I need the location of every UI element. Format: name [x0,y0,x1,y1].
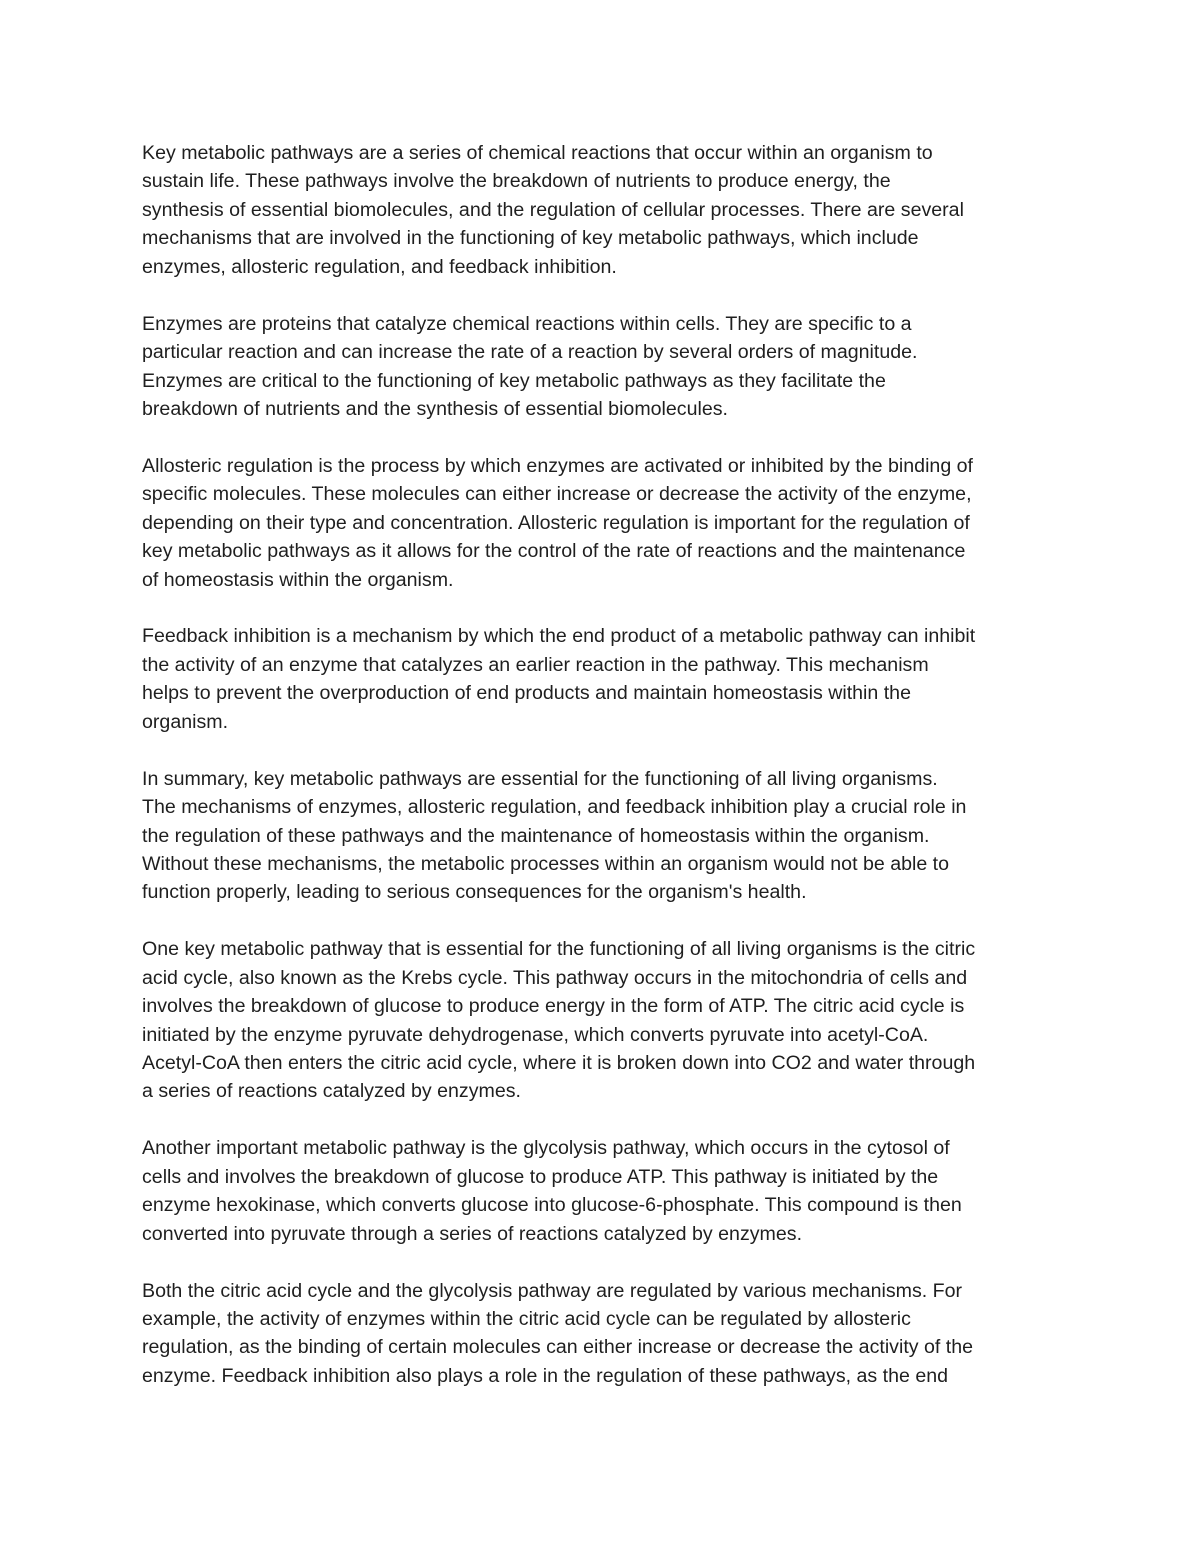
paragraph-line: converted into pyruvate through a series of reactions catalyzed by enzymes. [142,1222,803,1245]
paragraph-line: Acetyl-CoA then enters the citric acid cycle, where it is broken down into CO2 and water through [142,1052,976,1074]
paragraph-line: Both the citric acid cycle and the glycolysis pathway are regulated by various mechanisms. For [142,1279,963,1302]
paragraph [142,139,1072,281]
paragraph-line: cells and involves the breakdown of glucose to produce ATP. This pathway is initiated by the [142,1165,939,1188]
paragraph-line: acid cycle, also known as the Krebs cycle. This pathway occurs in the mitochondria of cells and [142,966,968,989]
paragraph-line: example, the activity of enzymes within the citric acid cycle can be regulated by allosteric [142,1307,911,1330]
paragraph-line: organism. [142,710,229,733]
paragraph-line: a series of reactions catalyzed by enzymes. [142,1080,521,1103]
paragraph-line: enzyme hexokinase, which converts glucose into glucose-6-phosphate. This compound is then [142,1194,962,1217]
paragraph-line: Feedback inhibition is a mechanism by which the end product of a metabolic pathway can inhibit [142,625,976,648]
paragraph-line: Enzymes are proteins that catalyze chemical reactions within cells. They are specific to a [142,312,912,335]
document-body [142,139,1072,1390]
paragraph-line: In summary, key metabolic pathways are essential for the functioning of all living organisms. [142,767,938,790]
paragraph-line: Without these mechanisms, the metabolic processes within an organism would not be able to [142,852,950,875]
paragraph-line: Key metabolic pathways are a series of chemical reactions that occur within an organism to [142,142,933,164]
paragraph [142,935,1072,1106]
paragraph-line: Allosteric regulation is the process by which enzymes are activated or inhibited by the binding of [142,454,974,477]
paragraph-line: key metabolic pathways as it allows for the control of the rate of reactions and the maintenance [142,540,966,563]
paragraph-line: helps to prevent the overproduction of end products and maintain homeostasis within the [142,682,911,705]
paragraph-line: Enzymes are critical to the functioning of key metabolic pathways as they facilitate the [142,369,886,392]
paragraph-line: of homeostasis within the organism. [142,568,454,591]
paragraph-line: One key metabolic pathway that is essential for the functioning of all living organisms is the citric [142,938,976,961]
paragraph [142,1277,1072,1391]
paragraph [142,310,1072,424]
paragraph [142,1134,1072,1248]
paragraph-line: synthesis of essential biomolecules, and the regulation of cellular processes. There are several [142,198,964,221]
paragraph-line: enzyme. Feedback inhibition also plays a role in the regulation of these pathways, as the end [142,1364,949,1387]
paragraph-line: the activity of an enzyme that catalyzes an earlier reaction in the pathway. This mechanism [142,653,929,676]
paragraph-line: mechanisms that are involved in the functioning of key metabolic pathways, which include [142,227,919,250]
paragraph-line: enzymes, allosteric regulation, and feedback inhibition. [142,255,617,278]
paragraph [142,622,1072,736]
paragraph-line: the regulation of these pathways and the maintenance of homeostasis within the organism. [142,824,930,847]
paragraph-line: initiated by the enzyme pyruvate dehydrogenase, which converts pyruvate into acetyl-CoA. [142,1023,929,1046]
paragraph-line: depending on their type and concentration. Allosteric regulation is important for the regulation of [142,511,970,534]
paragraph-line: involves the breakdown of glucose to produce energy in the form of ATP. The citric acid cycle is [142,995,965,1018]
paragraph-line: function properly, leading to serious consequences for the organism's health. [142,881,807,904]
paragraph-line: regulation, as the binding of certain molecules can either increase or decrease the activity of the [142,1336,974,1359]
paragraph [142,765,1072,907]
paragraph [142,452,1072,594]
paragraph-line: sustain life. These pathways involve the breakdown of nutrients to produce energy, the [142,170,891,193]
paragraph-line: specific molecules. These molecules can either increase or decrease the activity of the enzyme, [142,483,972,506]
paragraph-line: Another important metabolic pathway is the glycolysis pathway, which occurs in the cytosol of [142,1137,950,1160]
paragraph-line: breakdown of nutrients and the synthesis of essential biomolecules. [142,397,728,420]
paragraph-line: particular reaction and can increase the rate of a reaction by several orders of magnitude. [142,341,918,364]
paragraph-line: The mechanisms of enzymes, allosteric regulation, and feedback inhibition play a crucial role in [142,796,967,819]
